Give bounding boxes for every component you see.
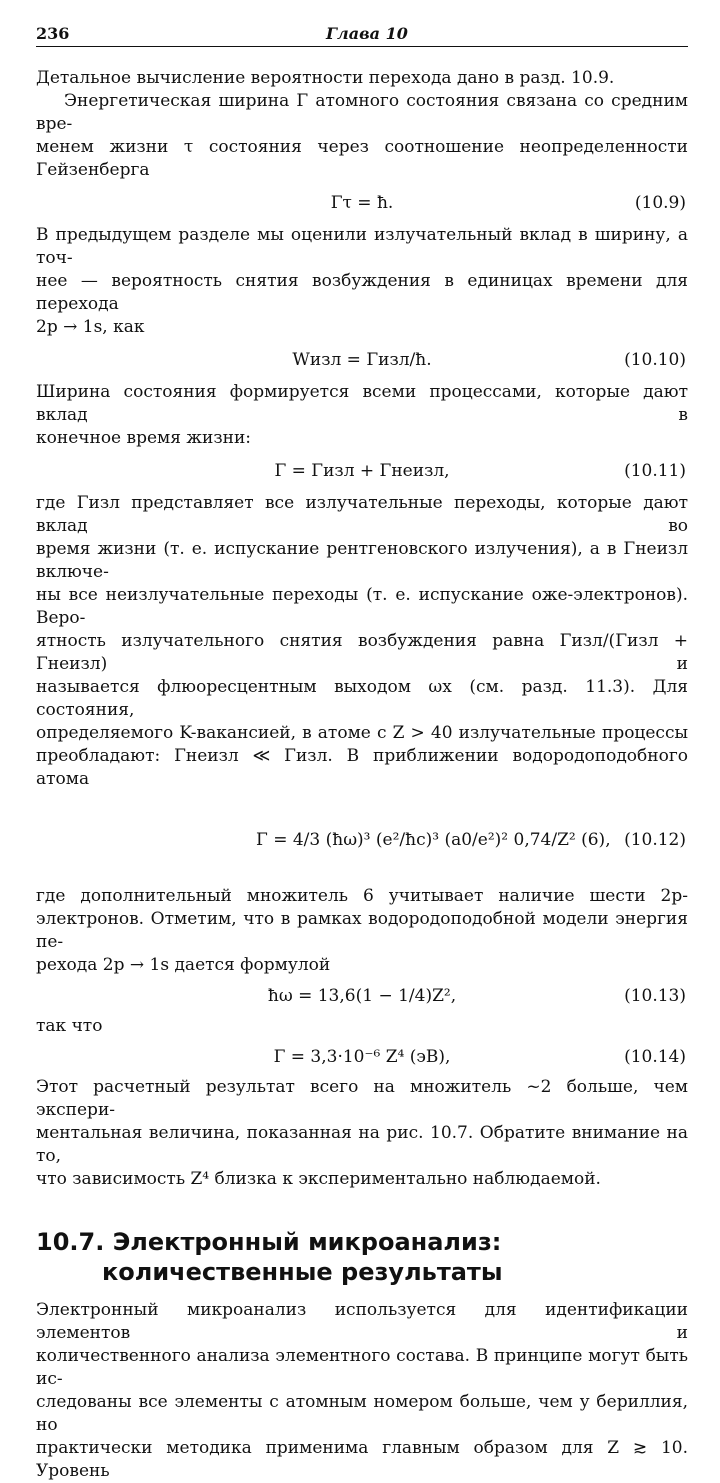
paragraph-2-line-2: менем жизни τ состояния через соотношение неопределенности Гейзенберга bbox=[36, 137, 688, 180]
equation-expression: ħω = 13,6(1 − 1/4)Z², bbox=[267, 986, 457, 1006]
equation-expression: Γ = 4/3 (ħω)³ (e²/ħc)³ (a0/e²)² 0,74/Z² (6), bbox=[256, 830, 611, 850]
equation-10-11 bbox=[36, 458, 688, 484]
running-header bbox=[36, 24, 688, 47]
equation-number: (10.11) bbox=[624, 461, 686, 481]
section-heading-line-2: количественные результаты bbox=[102, 1258, 503, 1286]
paragraph-3-line-1: В предыдущем разделе мы оценили излучательный вклад в ширину, а точ- bbox=[36, 225, 688, 268]
paragraph-9-line-1: Электронный микроанализ используется для идентификации элементов и bbox=[36, 1300, 688, 1343]
equation-number: (10.13) bbox=[624, 986, 686, 1006]
paragraph-6-line-2: электронов. Отметим, что в рамках водородоподобной модели энергия пе- bbox=[36, 909, 688, 952]
equation-10-14 bbox=[36, 1044, 688, 1070]
equation-10-13 bbox=[36, 983, 688, 1009]
paragraph-5-line-2: время жизни (т. е. испускание рентгеновского излучения), а в Γнеизл включе- bbox=[36, 539, 688, 582]
paragraph-5-line-5: называется флюоресцентным выходом ωx (см. разд. 11.3). Для состояния, bbox=[36, 677, 688, 720]
paragraph-3-line-2: нее — вероятность снятия возбуждения в единицах времени для перехода bbox=[36, 271, 688, 314]
equation-number: (10.9) bbox=[634, 193, 686, 213]
paragraph-4-line-1: Ширина состояния формируется всеми процессами, которые дают вклад в bbox=[36, 382, 688, 425]
paragraph-6-line-3: рехода 2p → 1s дается формулой bbox=[36, 955, 331, 975]
equation-number: (10.14) bbox=[624, 1047, 686, 1067]
paragraph-9-line-4: практически методика применима главным образом для Z ≳ 10. Уровень bbox=[36, 1438, 688, 1481]
section-heading bbox=[36, 1227, 688, 1287]
paragraph-6-line-1: где дополнительный множитель 6 учитывает наличие шести 2p- bbox=[36, 886, 688, 906]
paragraph-4-line-2: конечное время жизни: bbox=[36, 428, 252, 448]
paragraph-2-line-1: Энергетическая ширина Γ атомного состояния связана со средним вре- bbox=[36, 91, 688, 134]
paragraph-5-line-7: преобладают: Γнеизл ≪ Γизл. В приближении водородоподобного атома bbox=[36, 746, 688, 789]
page-number: 236 bbox=[36, 24, 70, 43]
paragraph-3-line-3: 2p → 1s, как bbox=[36, 317, 145, 337]
paragraph-5-line-6: определяемого K-вакансией, в атоме с Z > 40 излучательные процессы bbox=[36, 723, 688, 743]
paragraph-8-line-1: Этот расчетный результат всего на множитель ~2 больше, чем экспери- bbox=[36, 1077, 688, 1120]
paragraph-9-line-2: количественного анализа элементного состава. В принципе могут быть ис- bbox=[36, 1346, 688, 1389]
paragraph-1: Детальное вычисление вероятности перехода дано в разд. 10.9. bbox=[36, 68, 615, 88]
equation-number: (10.12) bbox=[624, 830, 686, 850]
paragraph-5-line-3: ны все неизлучательные переходы (т. е. испускание оже-электронов). Веро- bbox=[36, 585, 688, 628]
paragraph-5-line-4: ятность излучательного снятия возбуждения равна Γизл/(Γизл + Γнеизл) и bbox=[36, 631, 688, 674]
equation-10-9 bbox=[36, 190, 688, 216]
paragraph-8-line-3: что зависимость Z⁴ близка к экспериментально наблюдаемой. bbox=[36, 1169, 601, 1189]
page bbox=[36, 24, 688, 1483]
equation-expression: Γτ = ħ. bbox=[330, 193, 394, 213]
paragraph-9-line-3: следованы все элементы с атомным номером больше, чем у бериллия, но bbox=[36, 1392, 688, 1435]
paragraph-7: так что bbox=[36, 1016, 103, 1036]
chapter-title: Глава 10 bbox=[326, 24, 408, 43]
equation-10-10 bbox=[36, 347, 688, 373]
section-heading-line-1: 10.7. Электронный микроанализ: bbox=[36, 1228, 502, 1256]
equation-expression: Γ = 3,3·10⁻⁶ Z⁴ (эВ), bbox=[273, 1047, 451, 1067]
equation-expression: Γ = Γизл + Γнеизл, bbox=[274, 461, 450, 481]
paragraph-5-line-1: где Γизл представляет все излучательные переходы, которые дают вклад во bbox=[36, 493, 688, 536]
equation-number: (10.10) bbox=[624, 350, 686, 370]
equation-expression: Wизл = Γизл/ħ. bbox=[292, 350, 432, 370]
equation-10-12 bbox=[36, 805, 688, 875]
paragraph-8-line-2: ментальная величина, показанная на рис. 10.7. Обратите внимание на то, bbox=[36, 1123, 688, 1166]
